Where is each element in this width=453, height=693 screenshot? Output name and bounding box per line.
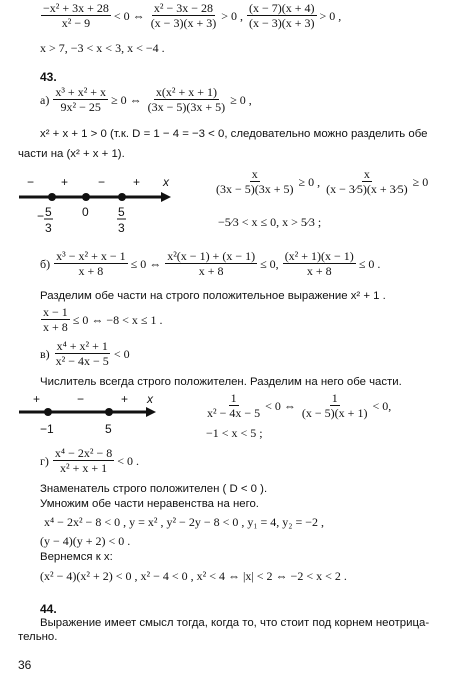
denominator: x² − 4x − 5 <box>207 406 261 420</box>
denominator: (x − 3)(x + 3) <box>150 16 217 30</box>
part-b-solution <box>40 306 166 333</box>
fraction <box>53 86 108 113</box>
paragraph-line: x² + x + 1 > 0 (т.к. D = 1 − 4 = −3 < 0, следовательно можно разделить обе <box>40 128 428 140</box>
denominator: x² + x + 1 <box>60 461 108 475</box>
tick-label: 5 <box>105 422 112 436</box>
relation: < 0 <box>113 346 130 361</box>
denominator: (x − 3)(x + 3) <box>249 16 315 30</box>
part-v-inequality <box>40 340 133 367</box>
fraction <box>300 392 370 419</box>
part-label: г) <box>40 453 49 468</box>
number-line-1 <box>15 172 185 244</box>
numerator: x⁴ − 2x² − 8 <box>54 446 113 460</box>
problem-number: 43. <box>40 70 57 84</box>
part-label: б) <box>40 256 51 271</box>
solution-line: −1 < x < 5 ; <box>206 426 263 440</box>
fraction <box>165 250 257 277</box>
denominator: x + 8 <box>78 264 104 278</box>
denominator: x + 8 <box>306 264 332 278</box>
tick-label-den: 3 <box>45 221 52 235</box>
tick-label: −1 <box>40 422 54 436</box>
denominator: x + 8 <box>198 264 224 278</box>
numerator: x <box>251 167 258 181</box>
tick-label-num: 0 <box>82 205 89 219</box>
solution: ≤ 0 ⇔ −8 < x ≤ 1 . <box>72 312 163 327</box>
solution-line: −5⁄3 < x ≤ 0, x > 5⁄3 ; <box>218 215 322 229</box>
paragraph-line: Выражение имеет смысл тогда, когда то, что стоит под корнем неотрица- <box>40 617 430 629</box>
fraction <box>149 2 219 29</box>
numerator: x <box>363 167 370 181</box>
relation: > 0 , <box>319 8 342 23</box>
equation-line: (y − 4)(y + 2) < 0 . <box>40 534 131 548</box>
relation: ≥ 0 <box>412 174 429 189</box>
numerator: 1 <box>331 391 338 405</box>
sign-label: + <box>133 175 141 189</box>
paragraph-line: Разделим обе части на строго положительное выражение x² + 1 . <box>40 290 386 302</box>
numerator: 1 <box>230 391 237 405</box>
part-g-inequality <box>40 447 142 474</box>
denominator: (3x − 5)(3x + 5) <box>216 182 294 196</box>
problem-number: 44. <box>40 602 57 616</box>
fraction <box>41 2 111 29</box>
numerator: x³ − x² + x − 1 <box>56 249 126 263</box>
tick-label-den: 3 <box>118 221 125 235</box>
fraction <box>205 392 262 419</box>
fraction <box>283 250 356 277</box>
part-a-inequality <box>40 86 255 113</box>
sign-label: − <box>77 392 85 406</box>
point-marker <box>44 408 52 416</box>
sign-label: − <box>98 175 106 189</box>
fraction <box>53 447 114 474</box>
point-marker <box>82 193 90 201</box>
equation-line: x⁴ − 2x² − 8 < 0 , y = x² , y² − 2y − 8 < 0 , y₁ = 4, y₂ = −2 , <box>44 515 325 529</box>
part-label: а) <box>40 92 50 107</box>
point-marker <box>118 193 126 201</box>
numerator: x² − 3x − 28 <box>153 1 214 15</box>
part-v-transformed <box>204 392 394 419</box>
fraction <box>214 168 296 195</box>
fraction <box>146 86 228 113</box>
part-label: в) <box>40 346 50 361</box>
fraction <box>247 2 317 29</box>
fraction <box>324 168 410 195</box>
part-a-transformed <box>213 168 431 195</box>
sign-label: − <box>27 175 35 189</box>
relation: < 0 ⇔ <box>113 8 145 23</box>
equation-line: (x² − 4)(x² + 2) < 0 , x² − 4 < 0 , x² < 4 ⇔ |x| < 2 ⇔ −2 < x < 2 . <box>40 569 347 583</box>
paragraph-line: тельно. <box>18 631 58 643</box>
numerator: (x − 7)(x + 4) <box>249 1 315 15</box>
fraction <box>41 306 70 333</box>
relation: ≥ 0 , <box>230 92 252 107</box>
relation: < 0 . <box>117 453 140 468</box>
fraction <box>54 250 128 277</box>
numerator: (x² + 1)(x − 1) <box>284 249 354 263</box>
solution-line: x > 7, −3 < x < 3, x < −4 . <box>40 41 165 55</box>
numerator: −x² + 3x + 28 <box>43 1 109 15</box>
denominator: x² − 9 <box>61 16 91 30</box>
part-b-inequality <box>40 250 383 277</box>
relation: ≤ 0 . <box>358 256 381 271</box>
numerator: x²(x − 1) + (x − 1) <box>167 249 256 263</box>
relation: ≤ 0, <box>260 256 279 271</box>
axis-label: x <box>147 392 153 406</box>
relation: > 0 , <box>221 8 243 23</box>
sign-label: + <box>61 175 69 189</box>
relation: < 0, <box>372 398 392 413</box>
numerator: x³ + x² + x <box>55 85 107 99</box>
sign-label: + <box>121 392 129 406</box>
denominator: 9x² − 25 <box>60 100 101 114</box>
relation: < 0 ⇔ <box>265 398 296 413</box>
relation: ≥ 0 , <box>298 174 321 189</box>
relation: ≥ 0 ⇔ <box>111 92 142 107</box>
inequality-line-1 <box>40 2 344 29</box>
tick-label-sign: − <box>37 209 45 223</box>
paragraph-line: Умножим обе части неравенства на него. <box>40 498 259 510</box>
numerator: x⁴ + x² + 1 <box>56 339 108 353</box>
denominator: (x − 3⁄5)(x + 3⁄5) <box>326 182 408 196</box>
page-number: 36 <box>18 658 32 672</box>
point-marker <box>105 408 113 416</box>
paragraph-line: Вернемся к x: <box>40 551 113 563</box>
denominator: x + 8 <box>43 320 68 334</box>
paragraph-line: Числитель всегда строго положителен. Разделим на него обе части. <box>40 376 402 388</box>
paragraph-line: части на (x² + x + 1). <box>18 148 125 160</box>
tick-label-num: 5 <box>45 205 52 219</box>
numerator: x − 1 <box>43 305 68 319</box>
tick-label-num: 5 <box>118 205 125 219</box>
numerator: x(x² + x + 1) <box>155 85 217 99</box>
denominator: (3x − 5)(3x + 5) <box>147 100 226 114</box>
sign-label: + <box>33 392 41 406</box>
fraction <box>54 340 111 367</box>
denominator: x² − 4x − 5 <box>55 354 109 368</box>
number-line-2 <box>15 390 185 440</box>
axis-label: x <box>163 175 169 189</box>
axis-arrow <box>146 407 156 417</box>
relation: ≤ 0 ⇔ <box>130 256 162 271</box>
axis-arrow <box>161 192 171 202</box>
point-marker <box>48 193 56 201</box>
denominator: (x − 5)(x + 1) <box>301 406 368 420</box>
paragraph-line: Знаменатель строго положителен ( D < 0 ). <box>40 483 268 495</box>
